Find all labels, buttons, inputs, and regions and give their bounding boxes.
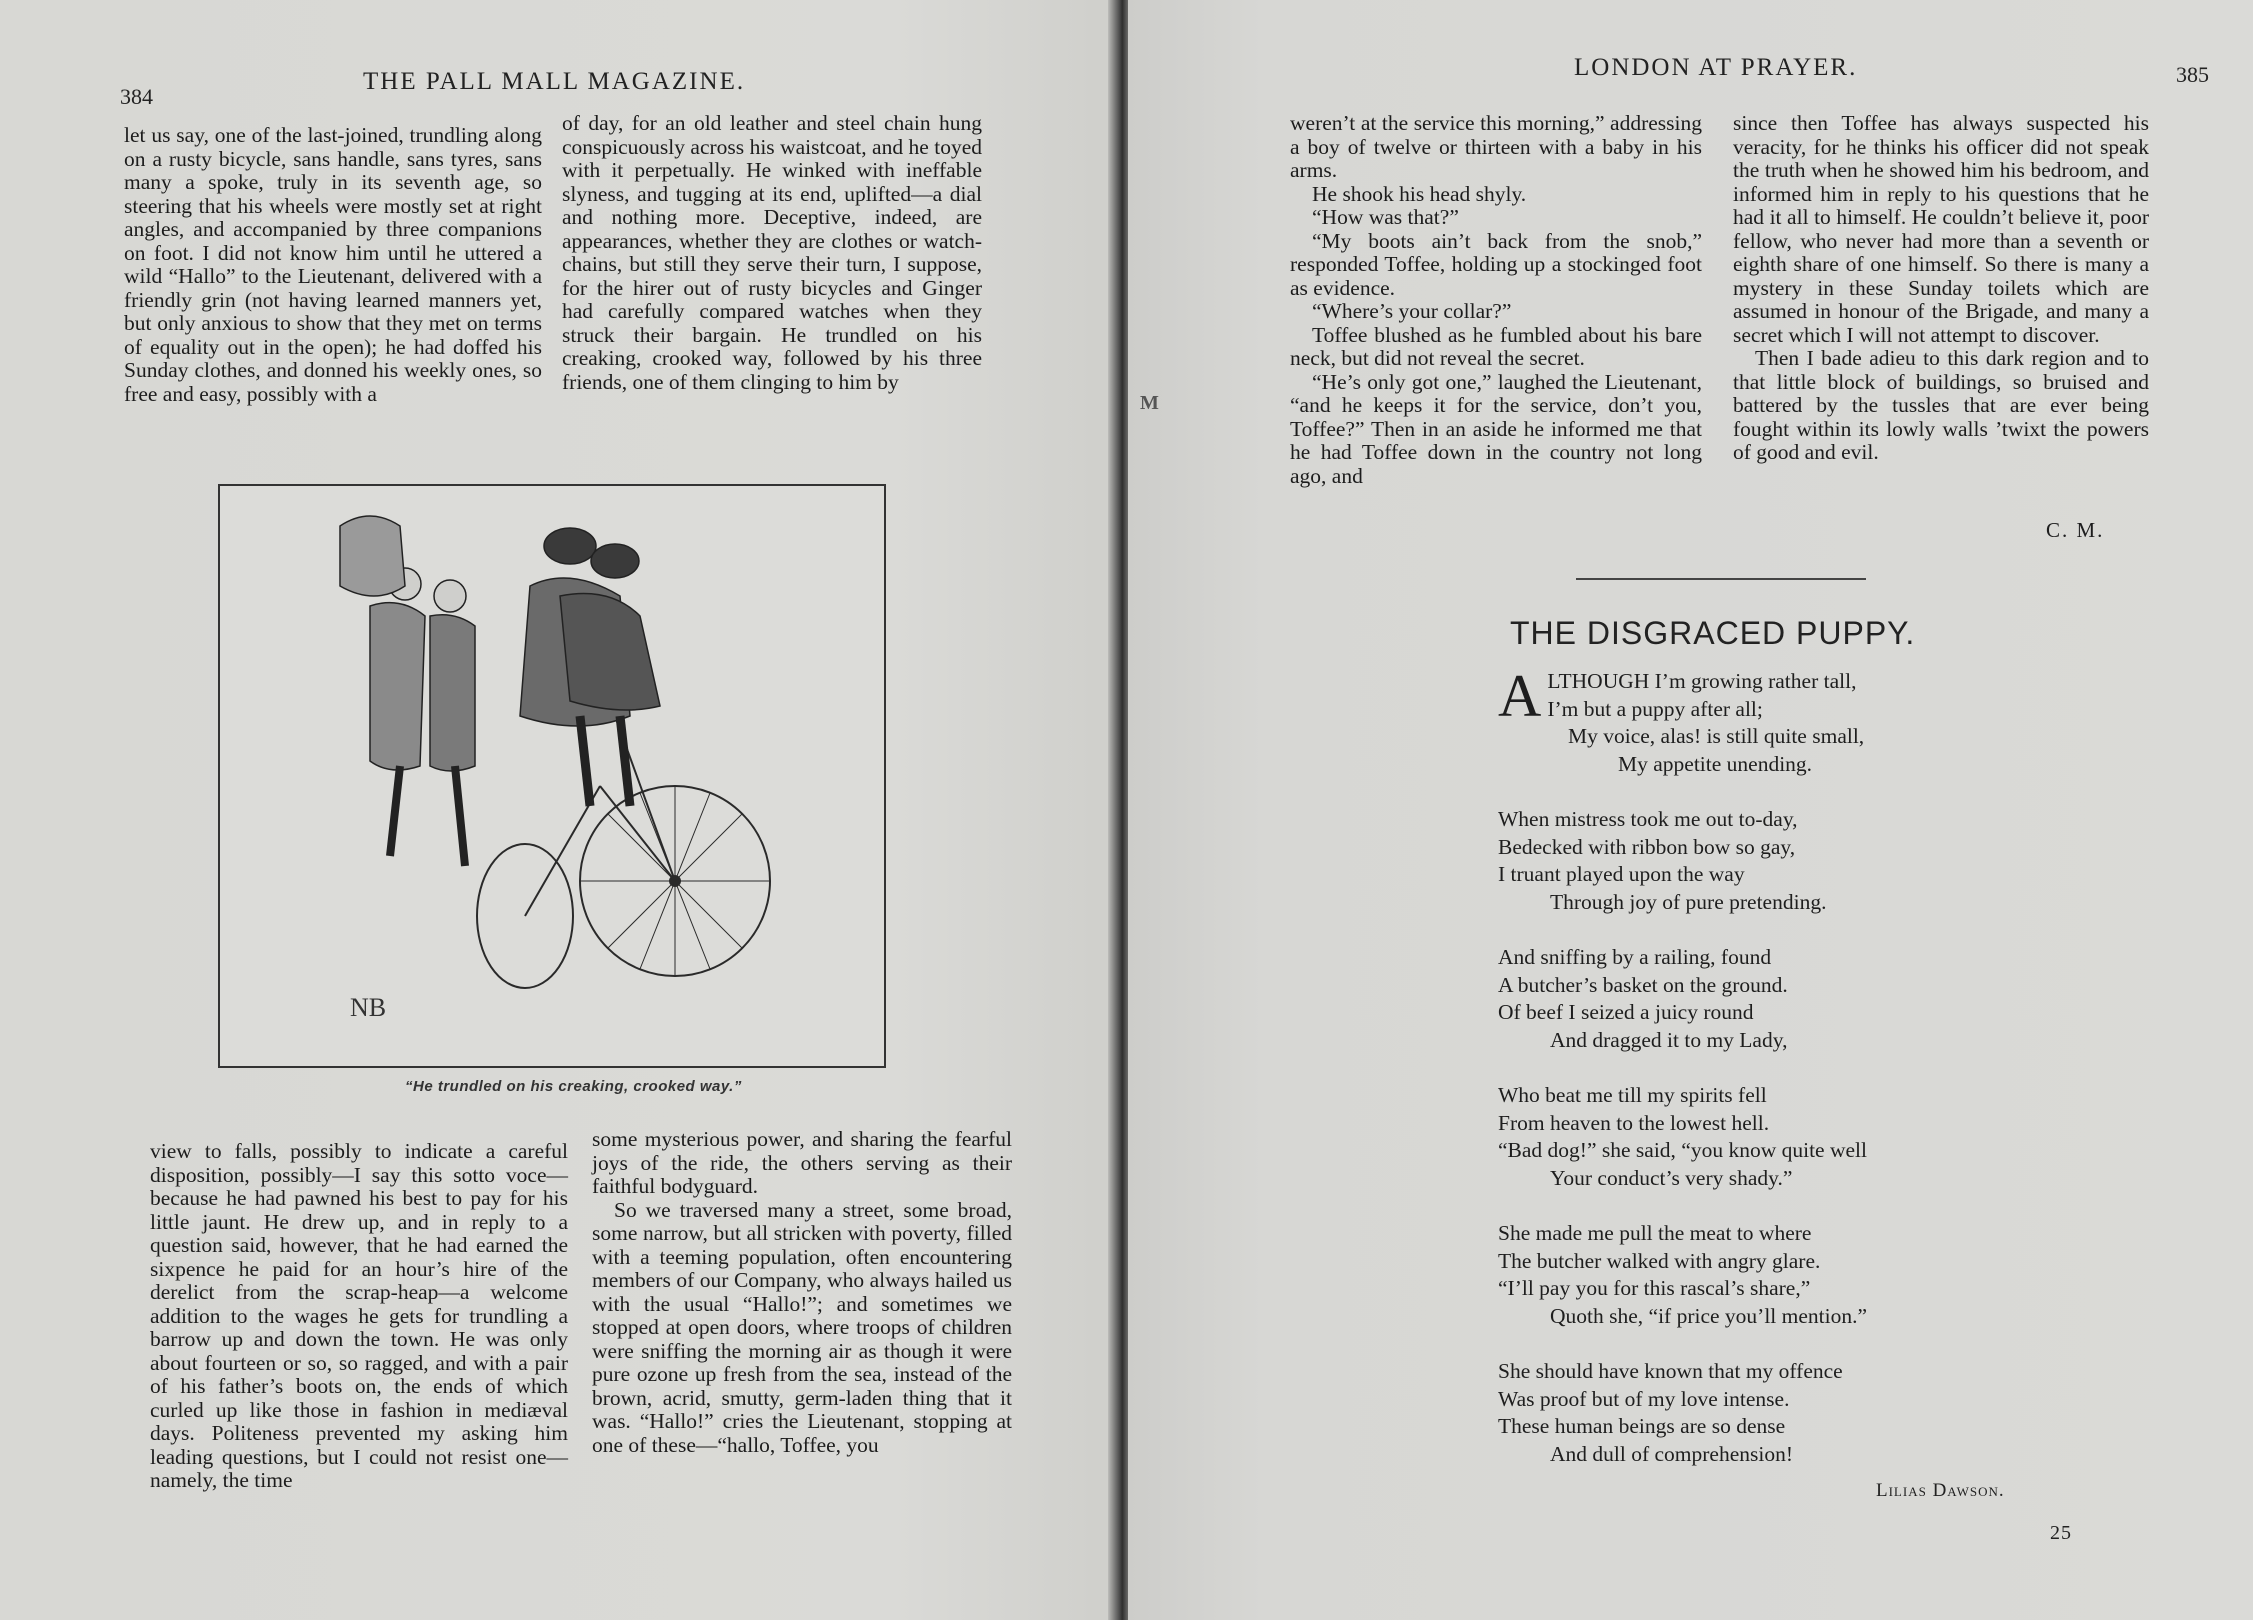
poem-line: Through joy of pure pretending.: [1550, 889, 1827, 914]
poem-stanza-1: [1498, 663, 2018, 778]
poem-line: My voice, alas! is still quite small,: [1568, 724, 1865, 748]
right-col1-para-5: “Where’s your collar?”: [1312, 299, 1512, 323]
column-3: [150, 1140, 568, 1493]
poem-line: And dull of comprehension!: [1550, 1441, 1794, 1466]
column-2-text: of day, for an old leather and steel chain hung conspicuously across his waistcoat, and he toyed with it perpetually. He winked with ineffable slyness, and tugging at its end, uplifted—a dial and nothing more. Deceptive, indeed, are appearances, whether they are clothes or watch-chains, but still they serve their turn, I suppose, for the hirer out of rusty bicycles and Ginger had carefully compared watches when they struck their bargain. He trundled on his creaking, crooked way, followed by his three friends, one of them clinging to him by: [562, 111, 982, 394]
poem-stanza-5: [1498, 1220, 2018, 1330]
page-number-left: 384: [120, 84, 153, 109]
poem-line: From heaven to the lowest hell.: [1498, 1110, 1770, 1135]
poem-line: Was proof but of my love intense.: [1498, 1386, 1790, 1411]
poem-author: Lilias Dawson.: [1876, 1480, 2005, 1501]
poem-line: These human beings are so dense: [1498, 1414, 1786, 1438]
column-1: [124, 124, 542, 406]
column-2: [562, 112, 982, 394]
column-4: [592, 1128, 1012, 1457]
poem-line: Bedecked with ribbon bow so gay,: [1498, 834, 1796, 859]
poem-line: Quoth she, “if price you’ll mention.”: [1550, 1303, 1868, 1328]
signature-mark: 25: [2050, 1522, 2072, 1544]
bicycle-drawing: [220, 486, 884, 1066]
poem-line: My appetite unending.: [1618, 751, 1813, 776]
poem-stanza-2: [1498, 806, 2018, 916]
poem-line: When mistress took me out to-day,: [1498, 807, 1798, 831]
margin-mark: M: [1140, 392, 1159, 414]
right-col1-para-2: He shook his head shyly.: [1312, 181, 1527, 206]
poem-stanza-6: [1498, 1358, 2018, 1468]
poem-line: “Bad dog!” she said, “you know quite well: [1498, 1138, 1867, 1162]
column-4-text-a: some mysterious power, and sharing the fearful joys of the ride, the others serving as their faithful bodyguard.: [592, 1127, 1012, 1198]
poem-line: The butcher walked with angry glare.: [1498, 1248, 1821, 1273]
poem-line: LTHOUGH I’m growing rather tall,: [1547, 669, 1857, 693]
poem-line: I’m but a puppy after all;: [1547, 696, 1763, 721]
section-divider: [1576, 578, 1866, 580]
right-col1-para-4: “My boots ain’t back from the snob,” responded Toffee, holding up a stockinged foot as evidence.: [1290, 228, 1702, 300]
right-column-2: [1733, 112, 2149, 465]
left-page: [0, 0, 1118, 1620]
poem-stanza-3: [1498, 944, 2018, 1054]
poem-line: Who beat me till my spirits fell: [1498, 1083, 1767, 1107]
poem-title: THE DISGRACED PUPPY.: [1510, 615, 1916, 651]
right-col2-para-2: Then I bade adieu to this dark region and to that little block of buildings, so bruised and battered by the tussles that are ever being fought within its lowly walls ’twixt the powers of good and evil.: [1733, 346, 2149, 464]
column-4-text-b: So we traversed many a street, some broad, some narrow, but all stricken with poverty, filled with a teeming population, often encountering members of our Company, who always hailed us with the usual “Hallo!”; and sometimes we stopped at open doors, where troops of children were sniffing the morning air as though it were pure ozone up fresh from the sea, instead of the brown, acrid, smutty, germ-laden thing that it was. “Hallo!” cries the Lieutenant, stopping at one of these—“hallo, Toffee, you: [592, 1197, 1012, 1457]
running-head-right: LONDON AT PRAYER.: [1574, 54, 1858, 81]
poem-line: And dragged it to my Lady,: [1550, 1027, 1788, 1052]
poem-dropcap: A: [1498, 663, 1542, 729]
poem-line: She should have known that my offence: [1498, 1359, 1843, 1383]
author-initials: C. M.: [2046, 518, 2105, 542]
right-column-1: [1290, 112, 1702, 488]
poem-line: Your conduct’s very shady.”: [1550, 1165, 1793, 1190]
right-col1-para-3: “How was that?”: [1312, 205, 1459, 229]
illustration-caption: “He trundled on his creaking, crooked way.”: [405, 1078, 742, 1095]
right-col1-para-6: Toffee blushed as he fumbled about his bare neck, but did not reveal the secret.: [1290, 322, 1702, 370]
column-3-text: view to falls, possibly to indicate a careful disposition, possibly—I say this sotto voce—because he had pawned his best to pay for his little jaunt. He drew up, and in reply to a question said, however, that he had earned the sixpence he paid for an hour’s hire of the derelict from the scrap-heap—a welcome addition to the wages he gets for trundling a barrow up and down the town. He was only about fourteen or so, so ragged, and with a pair of his father’s boots on, the ends of which curled up like those in fashion in mediæval days. Politeness prevented my asking him leading questions, but I could not resist one—namely, the time: [150, 1139, 568, 1492]
poem-stanza-4: [1498, 1082, 2018, 1192]
right-col2-para-1: since then Toffee has always suspected his veracity, for he thinks his officer did not speak the truth when he showed him his bedroom, and informed him in reply to his questions that he had it all to himself. He couldn’t believe it, poor fellow, who never had more than a seventh or eighth share of one himself. So there is many a mystery in these Sunday toilets which are assumed in honour of the Brigade, and many a secret which I will not attempt to discover.: [1733, 111, 2149, 347]
poem-line: And sniffing by a railing, found: [1498, 945, 1772, 969]
poem-line: A butcher’s basket on the ground.: [1498, 972, 1788, 997]
illustration-boys-on-bicycle: [218, 484, 886, 1068]
poem-line: Of beef I seized a juicy round: [1498, 1000, 1754, 1024]
poem-line: She made me pull the meat to where: [1498, 1221, 1812, 1245]
artist-monogram: NB: [350, 993, 387, 1022]
poem-line: I truant played upon the way: [1498, 862, 1745, 886]
page-number-right: 385: [2176, 62, 2209, 87]
column-1-text: let us say, one of the last-joined, trundling along on a rusty bicycle, sans handle, sans tyres, sans many a spoke, truly in its seventh age, so steering that his wheels were mostly set at right angles, and accompanied by three companions on foot. I did not know him until he uttered a wild “Hallo” to the Lieutenant, delivered with a friendly grin (not having learned manners yet, but only anxious to show that they met on terms of equality out in the open); he had doffed his Sunday clothes, and donned his weekly ones, so free and easy, possibly with a: [124, 123, 542, 406]
poem-line: “I’ll pay you for this rascal’s share,”: [1498, 1276, 1811, 1300]
right-col1-para-7: “He’s only got one,” laughed the Lieutenant, “and he keeps it for the service, don’t you, Toffee?” Then in an aside he informed me that he had Toffee down in the country not long ago, and: [1290, 369, 1702, 488]
poem: [1498, 663, 2018, 1496]
right-col1-para-1: weren’t at the service this morning,” addressing a boy of twelve or thirteen with a baby in his arms.: [1290, 111, 1702, 182]
running-head-left: THE PALL MALL MAGAZINE.: [363, 68, 746, 95]
